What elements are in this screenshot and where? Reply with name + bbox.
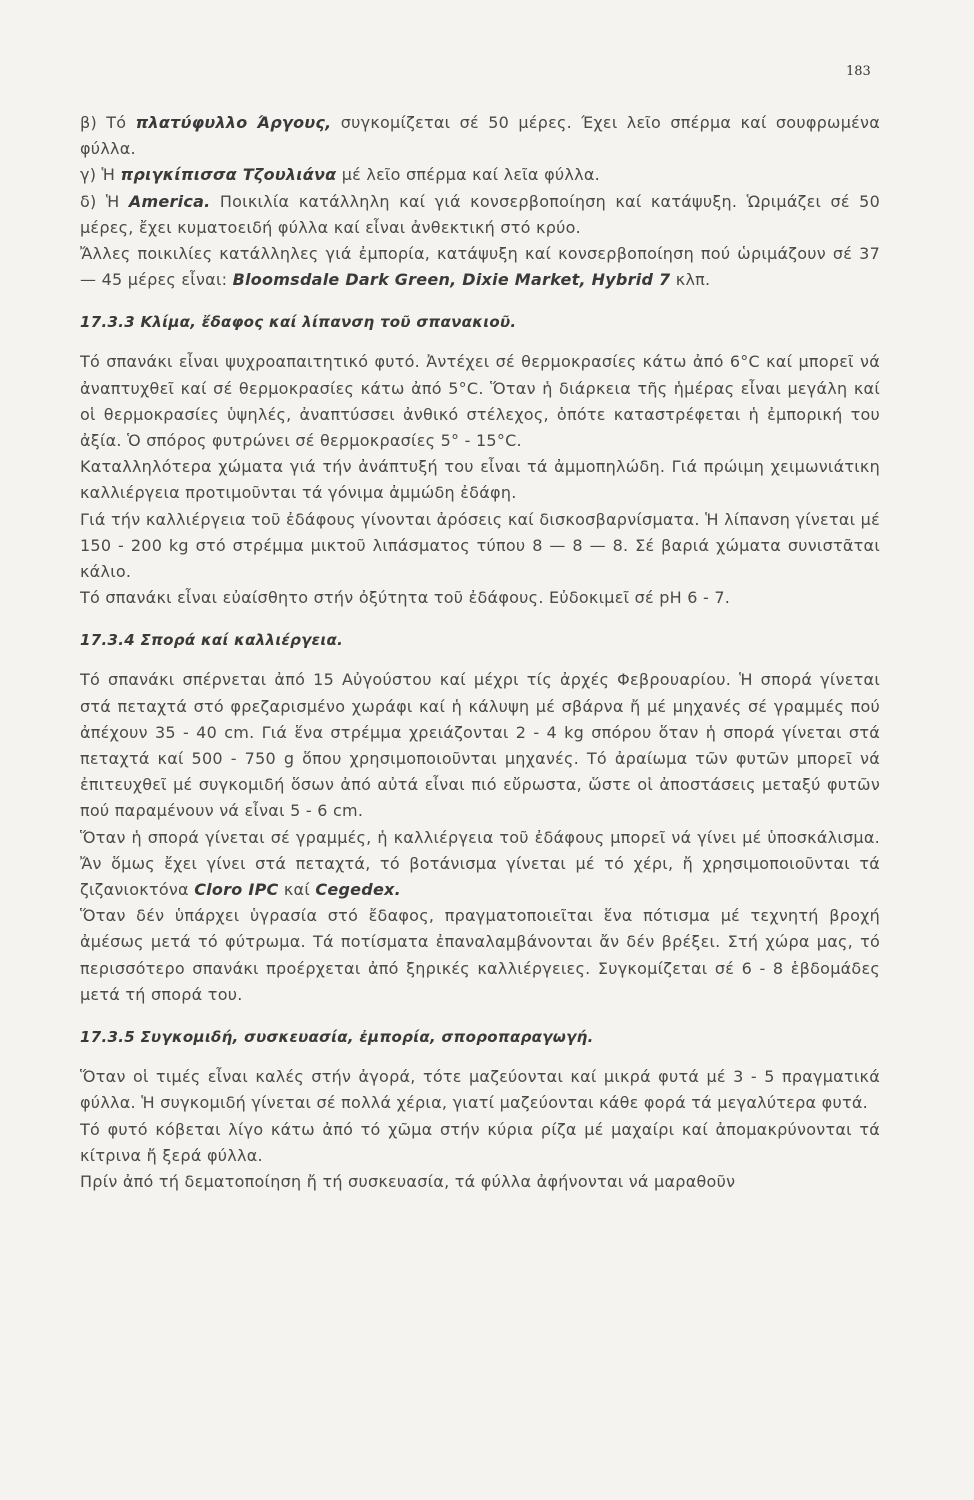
paragraph: Ὅταν δέν ὑπάρχει ὑγρασία στό ἔδαφος, πραγματοποιεῖται ἕνα πότισμα μέ τεχνητή βροχή ἀμέσως μετά τό φύτρωμα. Τά ποτίσματα ἐπαναλαμβάνονται ἄν δέν βρέξει. Στή χώρα μας, τό περισσότερο σπανάκι προέρχεται ἀπό ξηρικές καλλιέργειες. Συγκομίζεται σέ 6 - 8 ἑβδομάδες μετά τή σπορά του.	[80, 906, 880, 1004]
paragraph: Τό σπανάκι σπέρνεται ἀπό 15 Αὐγούστου καί μέχρι τίς ἀρχές Φεβρουαρίου. Ἡ σπορά γίνεται στά πεταχτά στό φρεζαρισμένο χωράφι καί ἡ κάλυψη μέ σβάρνα ἤ μέ μηχανές σέ γραμμές πού ἀπέχουν 35 - 40 cm. Γιά ἕνα στρέμμα χρειάζονται 2 - 4 kg σπόρου ὅταν ἡ σπορά γίνεται στά πεταχτά καί 500 - 750 g ὅπου χρησιμοποιοῦνται μηχανές. Τό ἀραίωμα τῶν φυτῶν μπορεῖ νά ἐπιτευχθεῖ μέ συγκομιδή ὅσων ἀπό αὐτά εἶναι πιό εὔρωστα, ὥστε οἱ ἀποστάσεις μεταξύ φυτῶν πού παραμένουν νά εἶναι 5 - 6 cm.	[80, 670, 880, 821]
paragraph	[80, 825, 880, 904]
paragraph-text: Ὅταν ἡ σπορά γίνεται σέ γραμμές, ἡ καλλιέργεια τοῦ ἐδάφους μπορεῖ νά γίνει μέ ὑποσκάλισμα. Ἄν ὅμως ἔχει γίνει στά πεταχτά, τό βοτάνισμα γίνεται μέ τό χέρι, ἤ χρησιμοποιοῦνται τά ζιζανιοκτόνα	[80, 827, 880, 900]
other-varieties	[80, 241, 880, 293]
paragraph: Ὅταν οἱ τιμές εἶναι καλές στήν ἀγορά, τότε μαζεύονται καί μικρά φυτά μέ 3 - 5 πραγματικά φύλλα. Ἡ συγκομιδή γίνεται σέ πολλά χέρια, γιατί μαζεύονται κάθε φορά τά μεγαλύτερα φυτά.	[80, 1067, 880, 1113]
paragraph: Καταλληλότερα χώματα γιά τήν ἀνάπτυξή του εἶναι τά ἀμμοπηλώδη. Γιά πρώιμη χειμωνιάτικη καλλιέργεια προτιμοῦνται τά γόνιμα ἀμμώδη ἐδάφη.	[80, 457, 880, 503]
page-body	[80, 110, 880, 1195]
paragraph: Γιά τήν καλλιέργεια τοῦ ἐδάφους γίνονται ἀρόσεις καί δισκοσβαρνίσματα. Ἡ λίπανση γίνεται μέ 150 - 200 kg στό στρέμμα μικτοῦ λιπάσματος τύπου 8 — 8 — 8. Σέ βαριά χώματα συνιστᾶται κάλιο.	[80, 509, 880, 582]
variety-b-prefix: β) Τό	[80, 113, 136, 132]
other-varieties-names: Bloomsdale Dark Green, Dixie Market, Hybrid 7	[232, 270, 671, 290]
variety-b-name: πλατύφυλλο Άργους,	[135, 113, 332, 132]
section-heading-17-3-5: 17.3.5 Συγκομιδή, συσκευασία, ἐμπορία, σποροπαραγωγή.	[80, 1028, 594, 1047]
other-varieties-suffix: κλπ.	[670, 270, 711, 290]
variety-c-prefix: γ) Ἡ	[80, 165, 121, 185]
variety-d-name: America.	[128, 191, 211, 211]
paragraph: Τό σπανάκι εἶναι ψυχροαπαιτητικό φυτό. Ἀντέχει σέ θερμοκρασίες κάτω ἀπό 6°C καί μπορεῖ νά ἀναπτυχθεῖ καί σέ θερμοκρασίες κάτω ἀπό 5°C. Ὅταν ἡ διάρκεια τῆς ἡμέρας εἶναι μεγάλη καί οἱ θερμοκρασίες ὑψηλές, ἀναπτύσσει ἀνθικό στέλεχος, ὁπότε καταστρέφεται ἡ ἐμπορική του ἀξία. Ὁ σπόρος φυτρώνει σέ θερμοκρασίες 5° - 15°C.	[80, 352, 880, 451]
variety-d	[80, 189, 880, 241]
variety-b	[80, 110, 880, 162]
variety-c	[80, 162, 880, 188]
herbicide-name: Cloro IPC	[194, 880, 279, 900]
section-heading-17-3-4: 17.3.4 Σπορά καί καλλιέργεια.	[80, 631, 344, 650]
variety-b-text: συγκομίζεται σέ 50 μέρες. Έχει λεῖο σπέρμα καί σουφρωμένα φύλλα.	[80, 113, 881, 159]
variety-d-text: Ποικιλία κατάλληλη καί γιά κονσερβοποίηση καί κατάψυξη. Ὡριμάζει σέ 50 μέρες, ἔχει κυματοειδή φύλλα καί εἶναι ἀνθεκτική στό κρύο.	[80, 191, 880, 237]
variety-d-prefix: δ) Ἡ	[80, 191, 129, 211]
section-heading-17-3-3: 17.3.3 Κλίμα, ἔδαφος καί λίπανση τοῦ σπανακιοῦ.	[80, 313, 517, 332]
variety-c-text: μέ λεῖο σπέρμα καί λεῖα φύλλα.	[336, 165, 600, 185]
paragraph: Τό σπανάκι εἶναι εὐαίσθητο στήν ὀξύτητα τοῦ ἐδάφους. Εὐδοκιμεῖ σέ pH 6 - 7.	[80, 588, 731, 608]
paragraph: Τό φυτό κόβεται λίγο κάτω ἀπό τό χῶμα στήν κύρια ρίζα μέ μαχαίρι καί ἀπομακρύνονται τά κίτρινα ἤ ξερά φύλλα.	[80, 1119, 880, 1165]
page-number: 183	[846, 64, 871, 79]
paragraph-text: καί	[278, 880, 316, 900]
variety-c-name: πριγκίπισσα Τζουλιάνα	[120, 165, 337, 185]
herbicide-name: Cegedex.	[315, 880, 401, 900]
paragraph: Πρίν ἀπό τή δεματοποίηση ἤ τή συσκευασία, τά φύλλα ἀφήνονται νά μαραθοῦν	[80, 1171, 736, 1191]
other-varieties-text: Ἄλλες ποικιλίες κατάλληλες γιά ἐμπορία, κατάψυξη καί κονσερβοποίηση πού ὡριμάζουν σέ 37 — 45 μέρες εἶναι:	[80, 244, 880, 290]
